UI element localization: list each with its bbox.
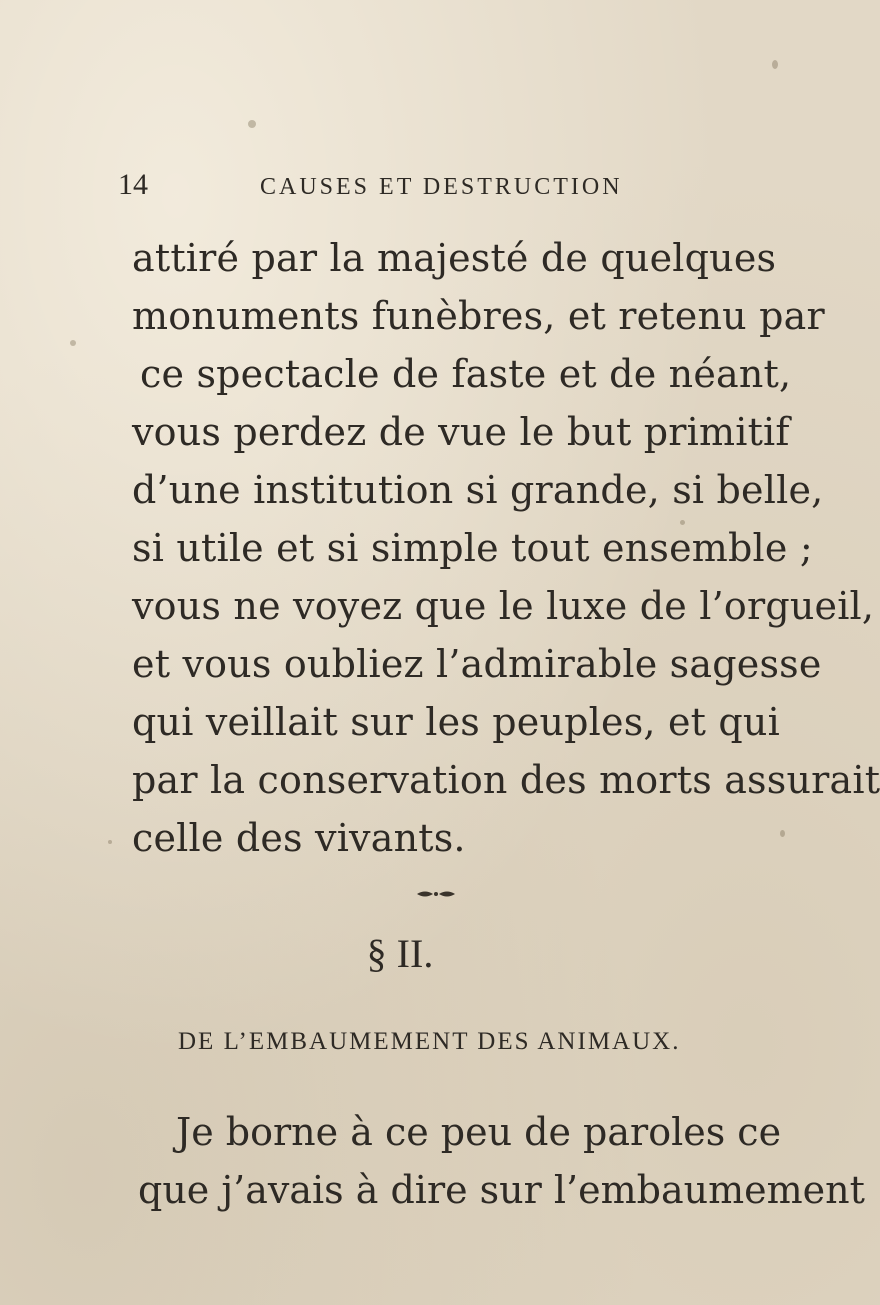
- text-line: d’une institution si grande, si belle,: [132, 468, 824, 512]
- page-number: 14: [118, 168, 148, 201]
- paper-speck: [680, 520, 685, 525]
- section-number: § II.: [366, 931, 434, 976]
- text-line: que j’avais à dire sur l’embaumement: [138, 1168, 865, 1212]
- text-line: par la conservation des morts assurait: [132, 758, 880, 802]
- section-title: DE L’EMBAUMEMENT DES ANIMAUX.: [178, 1028, 681, 1055]
- text-line: si utile et si simple tout ensemble ;: [132, 526, 813, 570]
- section-ornament: [415, 888, 457, 900]
- paper-speck: [248, 120, 256, 128]
- text-line: vous perdez de vue le but primitif: [132, 410, 790, 454]
- text-line: et vous oubliez l’admirable sagesse: [132, 642, 822, 686]
- text-line: qui veillait sur les peuples, et qui: [132, 700, 780, 744]
- paper-speck: [70, 340, 76, 346]
- text-line: celle des vivants.: [132, 816, 466, 860]
- text-line: attiré par la majesté de quelques: [132, 236, 777, 280]
- running-title: CAUSES ET DESTRUCTION: [260, 174, 623, 200]
- paper-speck: [772, 60, 778, 69]
- text-line: monuments funèbres, et retenu par: [132, 294, 825, 338]
- paper-speck: [780, 830, 785, 837]
- text-line: Je borne à ce peu de paroles ce: [176, 1110, 782, 1154]
- text-line: vous ne voyez que le luxe de l’orgueil,: [132, 584, 875, 628]
- text-line: ce spectacle de faste et de néant,: [140, 352, 792, 396]
- paper-speck: [108, 840, 112, 844]
- page-header: [118, 168, 758, 212]
